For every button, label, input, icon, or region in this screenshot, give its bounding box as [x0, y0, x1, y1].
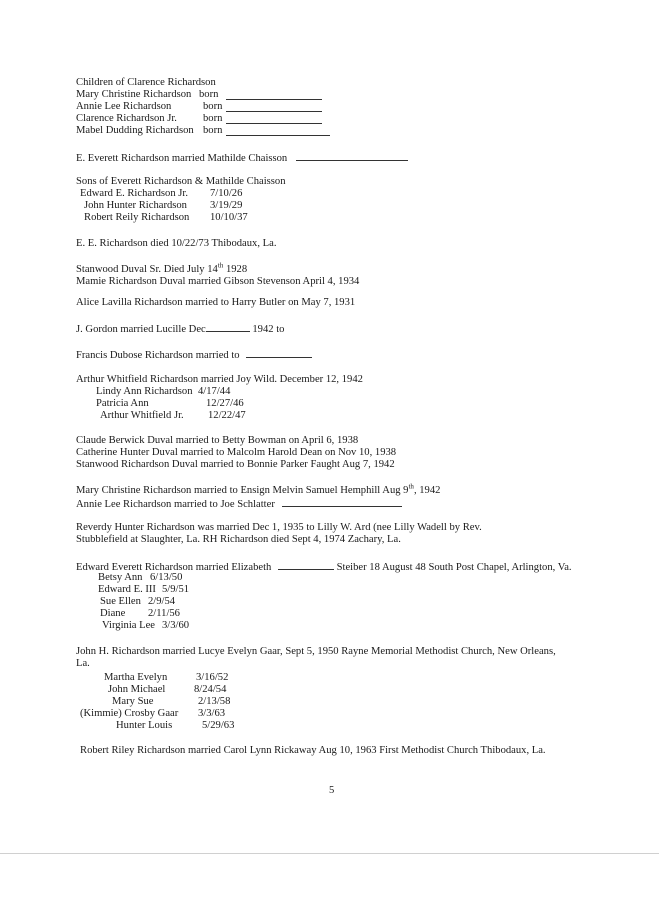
born-label: born — [203, 125, 223, 136]
child-date: 2/9/54 — [148, 596, 176, 607]
child-name: Robert Reily Richardson — [84, 212, 190, 223]
marriage-line — [76, 482, 441, 497]
child-date: 5/29/63 — [202, 720, 235, 731]
child-date: 2/13/58 — [198, 696, 231, 707]
child-row — [100, 596, 176, 608]
blank-line — [206, 322, 250, 332]
child-name: Sue Ellen — [100, 596, 141, 607]
edward-details: Steiber 18 August 48 South Post Chapel, Arlington, Va. — [333, 562, 572, 573]
death-record — [76, 261, 248, 276]
born-label: born — [203, 101, 223, 112]
gordon-year: 1942 to — [249, 324, 285, 335]
child-name: Clarence Richardson Jr. — [76, 113, 177, 124]
blank-line — [226, 126, 330, 136]
child-name: Diane — [100, 608, 126, 619]
marriage-line: John H. Richardson married Lucye Evelyn Gaar, Sept 5, 1950 Rayne Memorial Methodist Church, New Orleans, — [76, 646, 556, 657]
child-date: 6/13/50 — [150, 572, 183, 583]
marriage-line: Mamie Richardson Duval married Gibson Stevenson April 4, 1934 — [76, 276, 360, 287]
child-date: 5/9/51 — [162, 584, 190, 595]
child-row — [112, 696, 231, 708]
child-date: 3/3/60 — [162, 620, 190, 631]
stanwood-year: 1928 — [223, 264, 248, 275]
child-date: 12/27/46 — [206, 398, 244, 409]
blank-line — [246, 348, 312, 358]
child-name: Mary Christine Richardson — [76, 89, 192, 100]
born-label: born — [203, 113, 223, 124]
child-name: (Kimmie) Crosby Gaar — [80, 708, 179, 719]
child-row — [96, 398, 244, 410]
child-date: 12/22/47 — [208, 410, 246, 421]
child-row — [80, 188, 243, 200]
marriage-line — [76, 497, 402, 511]
child-name: Virginia Lee — [102, 620, 155, 631]
mary-christine-year: , 1942 — [413, 485, 441, 496]
child-date: 7/10/26 — [210, 188, 243, 199]
marriage-line: Claude Berwick Duval married to Betty Bowman on April 6, 1938 — [76, 435, 359, 446]
section-heading: Arthur Whitfield Richardson married Joy Wild. December 12, 1942 — [76, 374, 363, 385]
blank-line — [282, 497, 402, 507]
francis-text: Francis Dubose Richardson married to — [76, 350, 240, 361]
child-name: Annie Lee Richardson — [76, 101, 172, 112]
child-name: Patricia Ann — [96, 398, 149, 409]
child-row — [100, 608, 180, 620]
child-name: Mabel Dudding Richardson — [76, 125, 194, 136]
marriage-line — [76, 348, 312, 362]
marriage-line: Alice Lavilla Richardson married to Harry Butler on May 7, 1931 — [76, 297, 356, 308]
child-date: 4/17/44 — [198, 386, 231, 397]
section-heading: Sons of Everett Richardson & Mathilde Chaisson — [76, 176, 286, 187]
blank-line — [296, 151, 408, 161]
blank-line — [226, 114, 322, 124]
gordon-text: J. Gordon married Lucille Dec — [76, 324, 206, 335]
marriage-line — [76, 322, 284, 336]
marriage-line: Robert Riley Richardson married Carol Lynn Rickaway Aug 10, 1963 First Methodist Church Thibodaux, La. — [80, 745, 546, 756]
child-date: 3/19/29 — [210, 200, 243, 211]
child-name: John Hunter Richardson — [84, 200, 187, 211]
child-date: 3/16/52 — [196, 672, 229, 683]
scan-edge-line — [0, 853, 659, 854]
child-name: Hunter Louis — [116, 720, 173, 731]
child-name: Arthur Whitfield Jr. — [100, 410, 184, 421]
child-row — [98, 572, 183, 584]
child-row — [76, 89, 219, 101]
blank-line — [226, 90, 322, 100]
child-date: 3/3/63 — [198, 708, 226, 719]
child-row — [98, 584, 190, 596]
edward-text: Edward Everett Richardson married Elizabeth — [76, 562, 272, 573]
child-row — [116, 720, 235, 732]
marriage-line: Stanwood Richardson Duval married to Bonnie Parker Faught Aug 7, 1942 — [76, 459, 395, 470]
child-row — [80, 708, 226, 720]
death-record: E. E. Richardson died 10/22/73 Thibodaux, La. — [76, 238, 277, 249]
marriage-line — [76, 151, 408, 165]
marriage-line: Reverdy Hunter Richardson was married Dec 1, 1935 to Lilly W. Ard (nee Lilly Wadell by Rev. — [76, 522, 482, 533]
ordinal-suffix: th — [217, 261, 224, 270]
child-name: Mary Sue — [112, 696, 154, 707]
child-row — [102, 620, 190, 632]
child-name: Martha Evelyn — [104, 672, 168, 683]
ordinal-suffix: th — [408, 482, 414, 491]
blank-line — [278, 560, 334, 570]
child-name: John Michael — [108, 684, 166, 695]
child-date: 2/11/56 — [148, 608, 180, 619]
child-name: Betsy Ann — [98, 572, 143, 583]
marriage-line: La. — [76, 658, 90, 669]
child-row — [76, 125, 223, 137]
child-name: Lindy Ann Richardson — [96, 386, 193, 397]
page-number: 5 — [329, 785, 335, 796]
child-row — [76, 113, 223, 125]
child-date: 8/24/54 — [194, 684, 227, 695]
child-row — [84, 200, 243, 212]
child-row — [84, 212, 248, 224]
annie-lee-text: Annie Lee Richardson married to Joe Schlatter — [76, 499, 275, 510]
child-date: 10/10/37 — [210, 212, 248, 223]
stanwood-text: Stanwood Duval Sr. Died July 14 — [76, 264, 218, 275]
child-row — [100, 410, 246, 422]
blank-line — [226, 102, 322, 112]
marriage-text: E. Everett Richardson married Mathilde Chaisson — [76, 153, 288, 164]
child-row — [108, 684, 227, 696]
born-label: born — [199, 89, 219, 100]
child-row — [104, 672, 229, 684]
marriage-line: Stubblefield at Slaughter, La. RH Richardson died Sept 4, 1974 Zachary, La. — [76, 534, 401, 545]
child-row — [96, 386, 231, 398]
marriage-line: Catherine Hunter Duval married to Malcolm Harold Dean on Nov 10, 1938 — [76, 447, 397, 458]
child-row — [76, 101, 223, 113]
section-heading: Children of Clarence Richardson — [76, 77, 216, 88]
child-name: Edward E. III — [98, 584, 156, 595]
child-name: Edward E. Richardson Jr. — [80, 188, 188, 199]
mary-christine-text: Mary Christine Richardson married to Ensign Melvin Samuel Hemphill Aug 9 — [76, 485, 409, 496]
